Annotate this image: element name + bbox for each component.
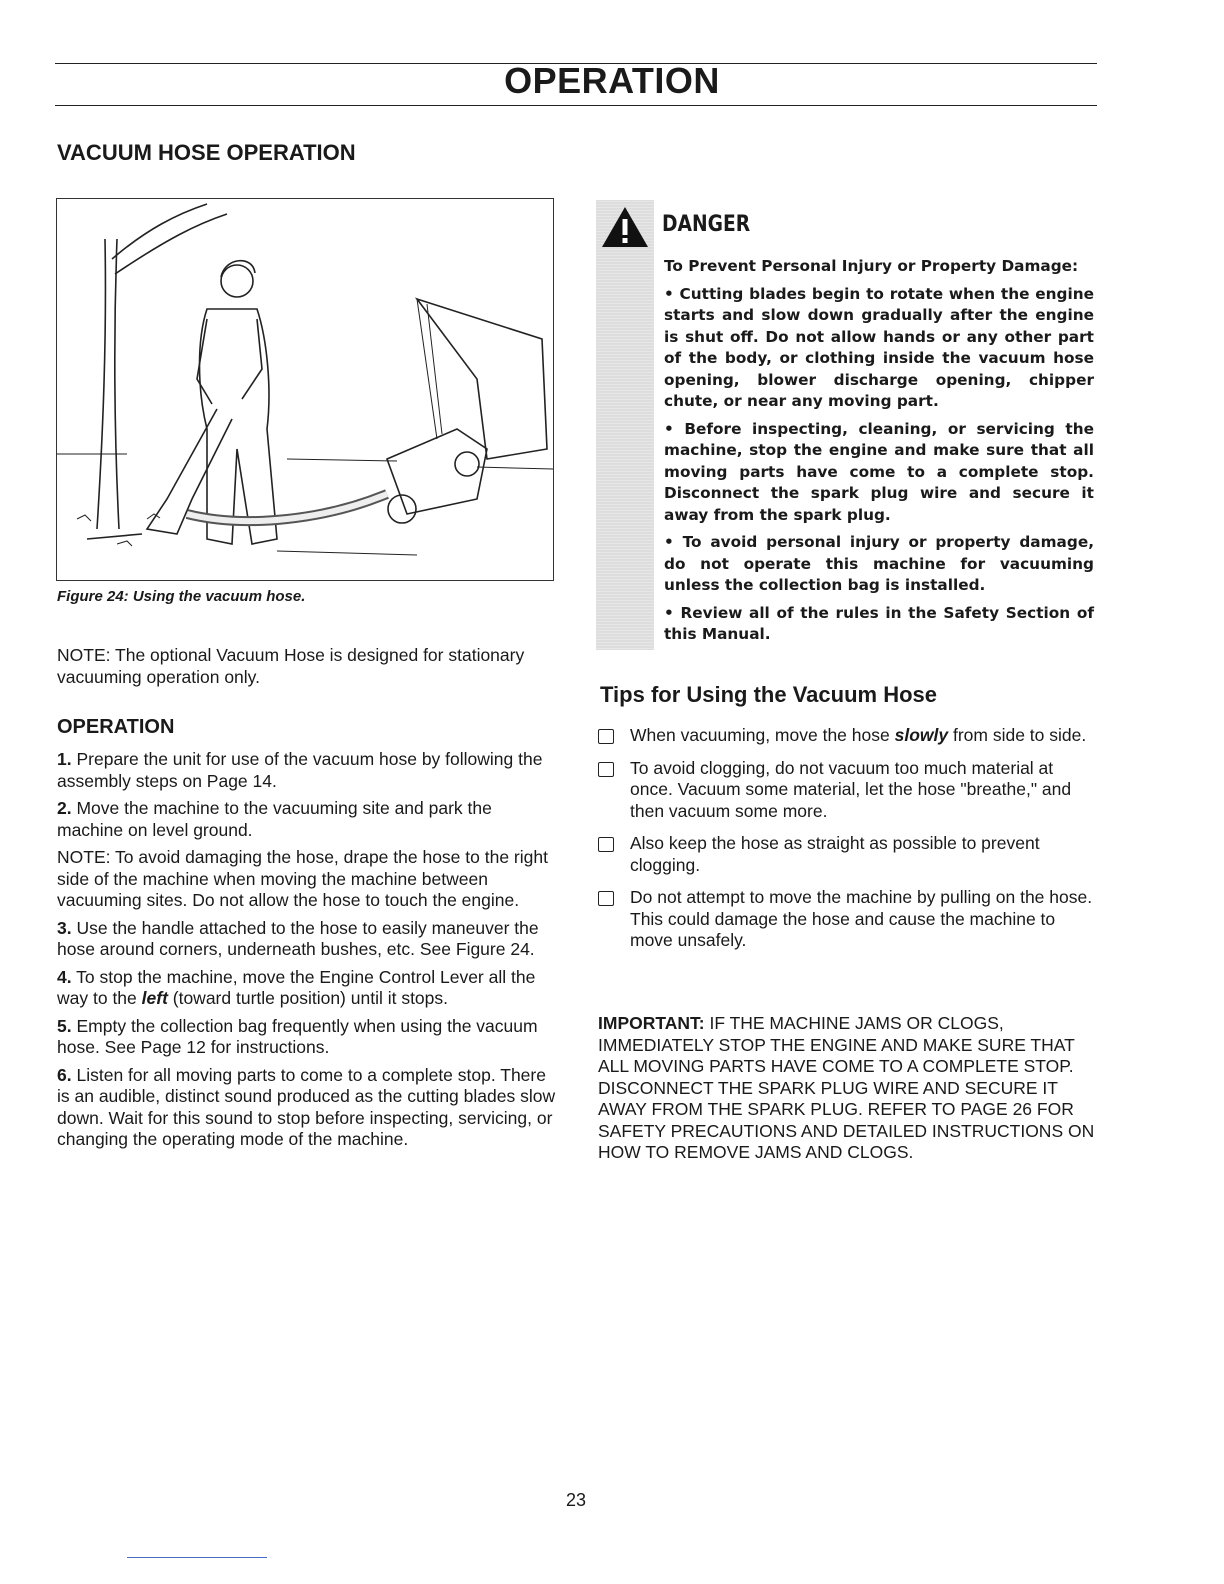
page-title: OPERATION — [504, 60, 720, 101]
step-3: 3. Use the handle attached to the hose to easily maneuver the hose around corners, underneath bushes, etc. See Figure 24. — [57, 917, 539, 959]
tip-item: Also keep the hose as straight as possible to prevent clogging. — [598, 833, 1096, 876]
warning-triangle-icon — [600, 204, 650, 250]
danger-body — [664, 256, 1094, 652]
section-title: VACUUM HOSE OPERATION — [57, 140, 356, 165]
checkbox-icon — [598, 891, 614, 906]
step-note: NOTE: To avoid damaging the hose, drape the hose to the right side of the machine when moving the machine between vacuuming sites. Do not allow the hose to touch the engine. — [57, 847, 548, 910]
checkbox-icon — [598, 762, 614, 777]
step-5: 5. Empty the collection bag frequently when using the vacuum hose. See Page 12 for instructions. — [57, 1015, 538, 1057]
tip-item: To avoid clogging, do not vacuum too much material at once. Vacuum some material, let the hose "breathe," and then vacuum some more. — [598, 758, 1096, 823]
danger-stripe — [596, 200, 654, 650]
tips-heading: Tips for Using the Vacuum Hose — [600, 682, 937, 707]
title-underline — [55, 105, 1097, 106]
tip-item: When vacuuming, move the hose slowly from side to side. — [598, 725, 1096, 747]
checkbox-icon — [598, 729, 614, 744]
danger-title: DANGER — [662, 212, 751, 237]
danger-bullet: • Cutting blades begin to rotate when the engine starts and slow down gradually after the engine is shut off. Do not allow hands or any other part of the body, or clothing inside the vacuum hose opening, blower discharge opening, chipper chute, or near any moving part. — [664, 284, 1094, 410]
danger-bullet: • To avoid personal injury or property damage, do not operate this machine for vacuuming unless the collection bag is installed. — [664, 533, 1094, 594]
figure-caption: Figure 24: Using the vacuum hose. — [57, 588, 306, 605]
tips-list — [598, 725, 1096, 963]
page-number: 23 — [565, 1490, 587, 1510]
danger-box — [596, 200, 1096, 650]
checkbox-icon — [598, 837, 614, 852]
step-1: 1. Prepare the unit for use of the vacuum hose by following the assembly steps on Page 14. — [57, 749, 543, 791]
step-2: 2. Move the machine to the vacuuming site and park the machine on level ground. — [57, 798, 492, 840]
vacuum-hose-illustration — [57, 199, 553, 580]
operation-steps — [57, 749, 557, 1157]
important-label: IMPORTANT: — [598, 1013, 705, 1033]
step-4: 4. To stop the machine, move the Engine Control Lever all the way to the left (toward turtle position) until it stops. — [57, 966, 536, 1008]
tip-item: Do not attempt to move the machine by pulling on the hose. This could damage the hose and cause the machine to move unsafely. — [598, 887, 1096, 952]
important-text: IF THE MACHINE JAMS OR CLOGS, IMMEDIATELY STOP THE ENGINE AND MAKE SURE THAT ALL MOVING PARTS HAVE COME TO A COMPLETE STOP. DISCONNECT THE SPARK PLUG WIRE AND SECURE IT AWAY FROM THE SPARK PLUG. REFER TO PAGE 26 FOR SAFETY PRECAUTIONS AND DETAILED INSTRUCTIONS ON HOW TO REMOVE JAMS AND CLOGS. — [598, 1013, 1095, 1162]
danger-bullet: • Review all of the rules in the Safety Section of this Manual. — [664, 603, 1094, 643]
danger-bullet: • Before inspecting, cleaning, or servicing the machine, stop the engine and make sure that all moving parts have come to a complete stop. Disconnect the spark plug wire and secure it away from the spark plug. — [664, 419, 1094, 524]
optional-hose-note: NOTE: The optional Vacuum Hose is designed for stationary vacuuming operation only. — [57, 645, 525, 687]
step-6: 6. Listen for all moving parts to come to a complete stop. There is an audible, distinct sound produced as the cutting blades slow down. Wait for this sound to stop before inspecting, servicing, or changing the operating mode of the machine. — [57, 1064, 556, 1149]
danger-intro: To Prevent Personal Injury or Property Damage: — [664, 257, 1079, 275]
bottom-link-line — [127, 1557, 267, 1558]
figure-vacuum-hose-illustration — [56, 198, 554, 581]
important-notice — [598, 1013, 1098, 1164]
operation-heading: OPERATION — [57, 716, 175, 738]
